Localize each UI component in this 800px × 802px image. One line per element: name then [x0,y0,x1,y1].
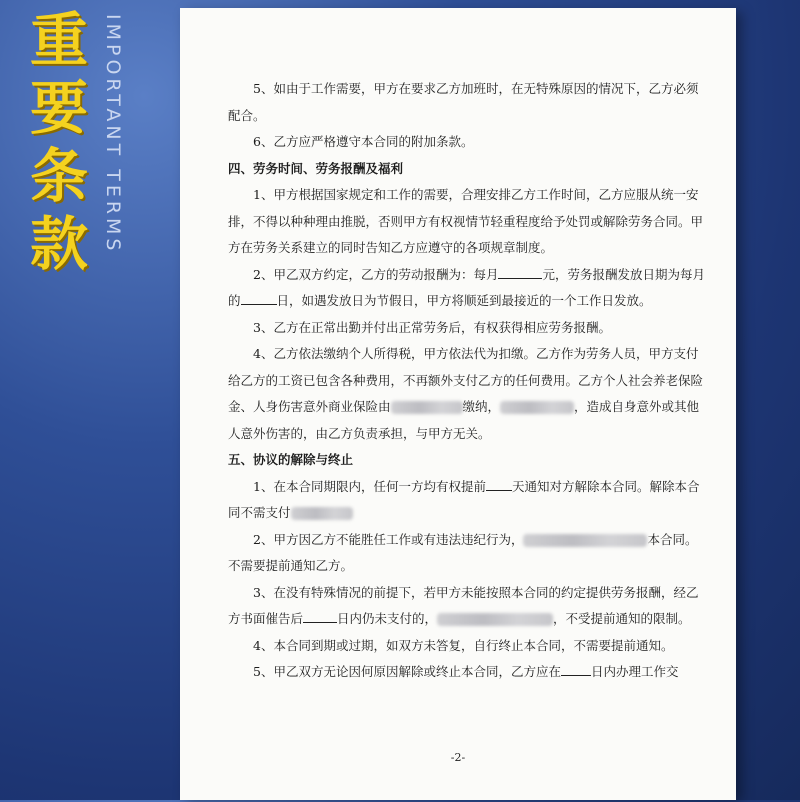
clause-4-2 [228,262,706,315]
clause-text: 2、甲方因乙方不能胜任工作或有违法违纪行为， [253,531,524,547]
clause-text: 本合同。不需要提前通知乙方。 [228,531,698,573]
clause-text: 4、乙方依法缴纳个人所得税，甲方依法代为扣缴。乙方作为劳务人员，甲方支付给乙方的工资已包含各种费用，不再额外支付乙方的任何费用。乙方个人社会养老保险金、人身伤害意外商业保险由 [228,346,704,414]
clause-text: 2、甲乙双方约定，乙方的劳动报酬为：每月 [253,266,499,282]
important-terms-subtitle: IMPORTANT TERMS [102,14,124,255]
clause-text: ，造成自身意外或其他人意外伤害的，由乙方负责承担，与甲方无关。 [228,399,700,441]
page-number: -2- [450,751,466,764]
blank-line [486,476,512,491]
clause-5-4: 4、本合同到期或过期，如双方未答复，自行终止本合同，不需要提前通知。 [253,637,674,653]
redacted-text [437,613,553,626]
redacted-text [500,401,574,414]
clause-text: 日内办理工作交 [590,664,679,679]
clause-4-1: 1、甲方根据国家规定和工作的需要，合理安排乙方工作时间，乙方应服从统一安排，不得以种种理由推脱，否则甲方有权视情节轻重程度给予处罚或解除劳务合同。甲方在劳务关系建立的同时告知乙方应遵守的各项规章制度。 [228,187,704,255]
clause-text: 天通知对方解除本合同。解除本合同不需支付 [228,478,700,520]
important-terms-title [18,6,100,278]
redacted-text [523,534,647,547]
title-char: 条 [29,142,88,210]
title-char: 要 [29,74,88,142]
blank-line [241,290,277,305]
clause-text: 3、在没有特殊情况的前提下，若甲方未能按照本合同的约定提供劳务报酬，经乙方书面催告后 [228,584,699,626]
clause-5-3 [228,580,706,633]
blank-line [561,661,591,676]
blank-line [498,264,542,279]
clause-5-5 [228,659,706,686]
title-char: 重 [29,6,88,74]
redacted-text [391,401,463,414]
section-heading-4: 四、劳务时间、劳务报酬及福利 [228,160,404,176]
contract-page [180,8,736,800]
clause-5-1 [228,474,706,527]
section-heading-5: 五、协议的解除与终止 [228,452,354,467]
clause-3-5: 5、如由于工作需要，甲方在要求乙方加班时，在无特殊原因的情况下，乙方必须配合。 [228,81,699,123]
clause-4-3: 3、乙方在正常出勤并付出正常劳务后，有权获得相应劳务报酬。 [253,319,611,335]
clause-text: 5、甲乙双方无论因何原因解除或终止本合同，乙方应在 [253,664,561,679]
clause-text: 1、在本合同期限内，任何一方均有权提前 [253,478,486,494]
blank-line [303,608,337,623]
clause-text: 日内仍未支付的， [337,611,438,626]
clause-text: ，不受提前通知的限制。 [553,611,691,626]
redacted-text [291,507,353,520]
clause-5-2 [228,527,706,580]
clause-4-4 [228,341,706,447]
clause-3-6: 6、乙方应严格遵守本合同的附加条款。 [253,134,474,149]
title-char: 款 [29,210,88,278]
clause-text: 缴纳， [462,399,501,414]
clause-text: 日，如遇发放日为节假日，甲方将顺延到最接近的一个工作日发放。 [276,293,652,308]
clause-text: 元，劳务报酬发放日期为每月的 [228,266,705,308]
